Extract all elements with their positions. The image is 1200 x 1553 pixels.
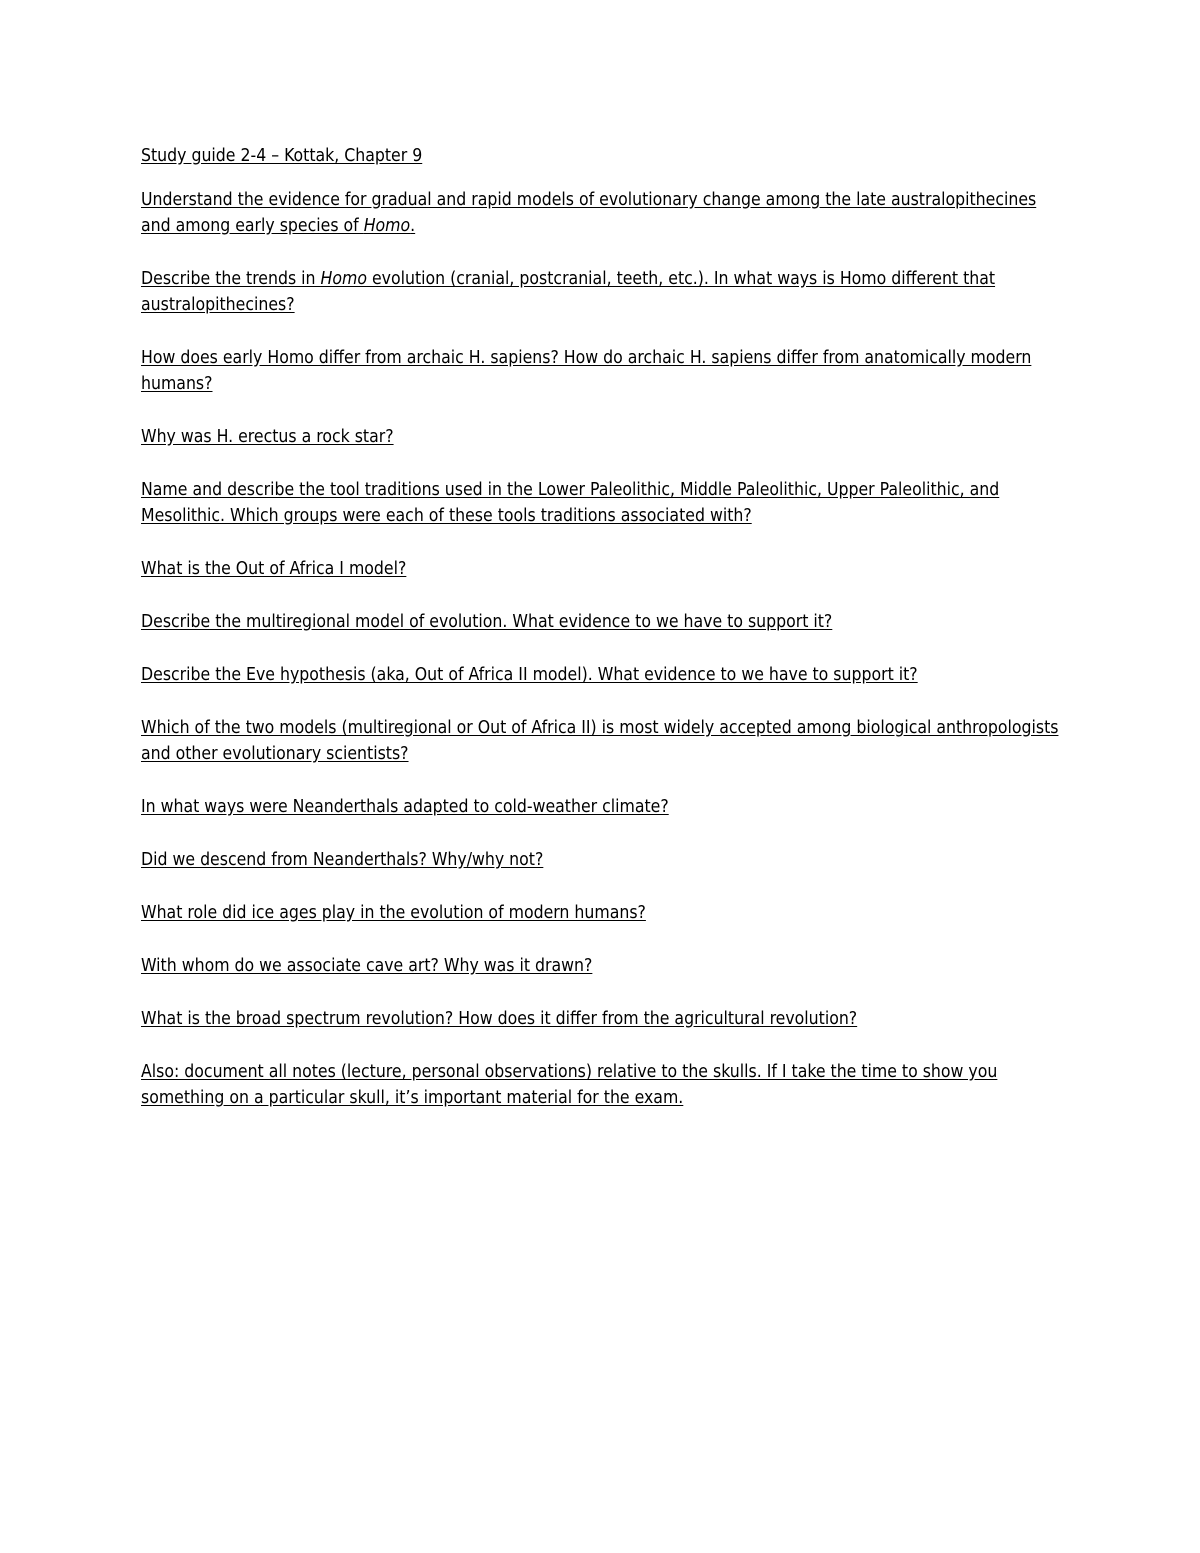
question-6	[141, 556, 1061, 582]
question-14	[141, 1006, 1061, 1032]
question-7-text: Describe the multiregional model of evolution. What evidence to we have to support it?	[141, 612, 833, 632]
question-5	[141, 477, 1061, 529]
document-title: Study guide 2-4 – Kottak, Chapter 9	[141, 146, 423, 166]
question-1-text: Understand the evidence for gradual and rapid models of evolutionary change among the late australopithecines and among early species of	[141, 190, 1037, 236]
question-12	[141, 900, 1061, 926]
question-1-end: .	[410, 216, 416, 236]
question-12-text: What role did ice ages play in the evolution of modern humans?	[141, 903, 646, 923]
question-1	[141, 187, 1061, 239]
question-15-text: Also: document all notes (lecture, personal observations) relative to the skulls. If I take the time to show you something on a particular skull, it’s important material for the exam.	[141, 1062, 998, 1108]
question-13-text: With whom do we associate cave art? Why was it drawn?	[141, 956, 593, 976]
question-7	[141, 609, 1061, 635]
question-8-text: Describe the Eve hypothesis (aka, Out of Africa II model). What evidence to we have to support it?	[141, 665, 918, 685]
document-body	[141, 143, 1061, 1138]
question-3	[141, 345, 1061, 397]
question-2-end: evolution (cranial, postcranial, teeth, etc.). In what ways is Homo different that australopithecines?	[141, 269, 996, 315]
question-4-text: Why was H. erectus a rock star?	[141, 427, 394, 447]
question-15	[141, 1059, 1061, 1111]
question-5-text: Name and describe the tool traditions used in the Lower Paleolithic, Middle Paleolithic, Upper Paleolithic, and Mesolithic. Which groups were each of these tools traditions associated with?	[141, 480, 1000, 526]
question-10-text: In what ways were Neanderthals adapted to cold-weather climate?	[141, 797, 669, 817]
question-8	[141, 662, 1061, 688]
question-9-text: Which of the two models (multiregional or Out of Africa II) is most widely accepted among biological anthropologists and other evolutionary scientists?	[141, 718, 1059, 764]
question-6-text: What is the Out of Africa I model?	[141, 559, 407, 579]
question-9	[141, 715, 1061, 767]
question-13	[141, 953, 1061, 979]
question-14-text: What is the broad spectrum revolution? How does it differ from the agricultural revolution?	[141, 1009, 858, 1029]
question-3-text: How does early Homo differ from archaic H. sapiens? How do archaic H. sapiens differ from anatomically modern humans?	[141, 348, 1032, 394]
question-2-italic: Homo	[320, 269, 367, 289]
question-10	[141, 794, 1061, 820]
question-11	[141, 847, 1061, 873]
question-2-text: Describe the trends in	[141, 269, 321, 289]
question-11-text: Did we descend from Neanderthals? Why/why not?	[141, 850, 544, 870]
question-4	[141, 424, 1061, 450]
question-2	[141, 266, 1061, 318]
question-1-italic: Homo	[363, 216, 411, 236]
